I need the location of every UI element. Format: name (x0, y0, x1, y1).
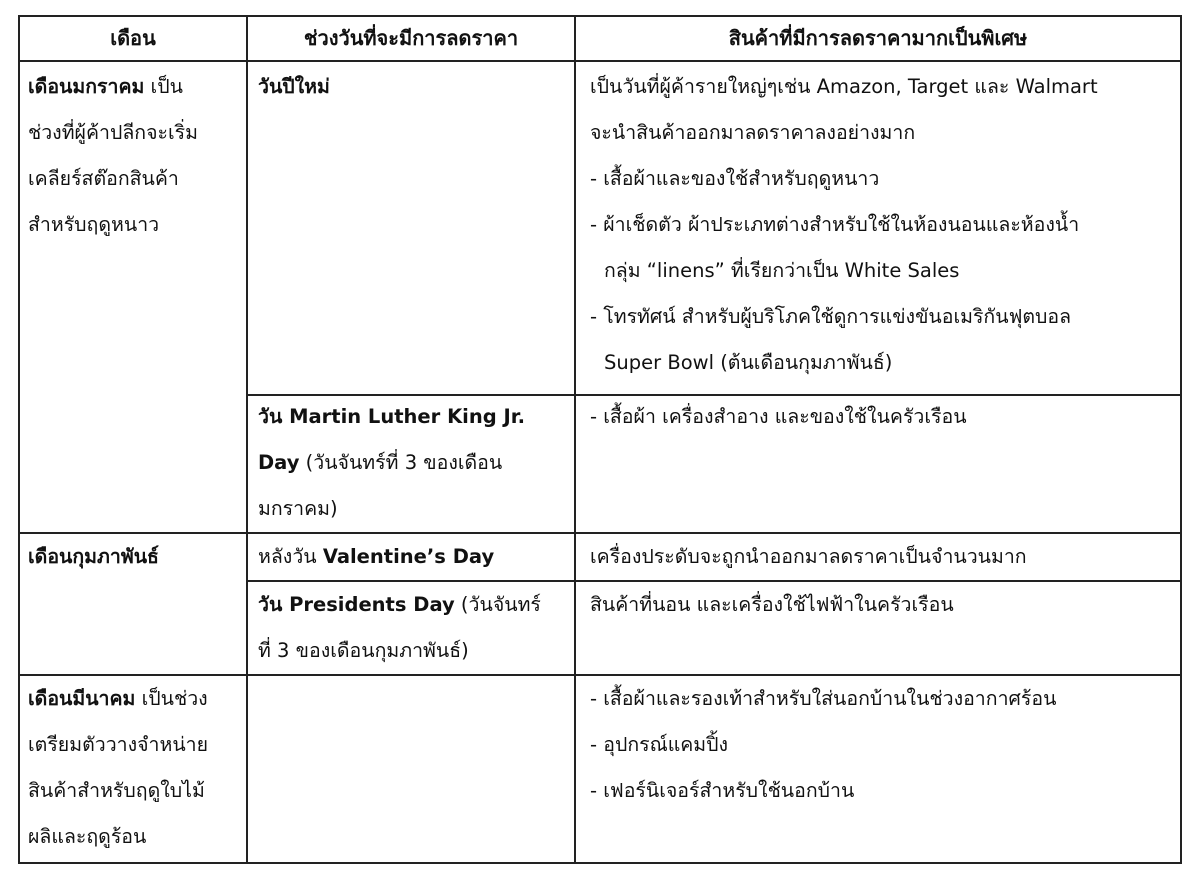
product-line: - โทรทัศน์ สำหรับผู้บริโภคใช้ดูการแข่งขันอเมริกันฟุตบอล (590, 305, 1072, 328)
new-year-products-cell (590, 64, 1178, 386)
march-month-line: ผลิและฤดูร้อน (28, 825, 147, 848)
valentine-period (258, 534, 572, 580)
column-divider-1 (246, 15, 248, 864)
product-line: - ผ้าเช็ดตัว ผ้าประเภทต่างสำหรับใช้ในห้องนอนและห้องน้ำ (590, 213, 1080, 236)
product-line: จะนำสินค้าออกมาลดราคาลงอย่างมาก (590, 121, 916, 144)
january-month-text: เป็น (144, 75, 183, 98)
january-month-cell (28, 64, 244, 248)
january-month-line: สำหรับฤดูหนาว (28, 213, 160, 236)
valentine-day-label: Valentine’s Day (322, 545, 495, 568)
new-year-period: วันปีใหม่ (258, 75, 330, 98)
product-line: สินค้าที่นอน และเครื่องใช้ไฟฟ้าในครัวเรือน (590, 593, 954, 616)
march-month-name: เดือนมีนาคม (28, 687, 136, 710)
table-border-left (18, 15, 20, 864)
presidents-products-cell (590, 582, 1178, 628)
march-month-line: สินค้าสำหรับฤดูใบไม้ (28, 779, 205, 802)
mlk-period-line-1: วัน Martin Luther King Jr. (258, 405, 525, 428)
product-line: - เฟอร์นิเจอร์สำหรับใช้นอกบ้าน (590, 779, 855, 802)
product-line: เป็นวันที่ผู้ค้ารายใหญ่ๆเช่น Amazon, Target และ Walmart (590, 75, 1098, 98)
valentine-prefix: หลังวัน (258, 545, 323, 568)
table-border-right (1180, 15, 1182, 864)
march-month-text: เป็นช่วง (135, 687, 208, 710)
mlk-day-label: Day (258, 451, 300, 474)
january-month-line: ช่วงที่ผู้ค้าปลีกจะเริ่ม (28, 121, 199, 144)
february-month-cell (28, 534, 244, 580)
presidents-day-label: วัน Presidents Day (258, 593, 455, 616)
column-divider-2 (574, 15, 576, 864)
header-period: ช่วงวันที่จะมีการลดราคา (303, 26, 519, 50)
product-line: กลุ่ม “linens” ที่เรียกว่าเป็น White Sales (604, 259, 960, 282)
presidents-date-text: (วันจันทร์ (454, 593, 541, 616)
march-month-line: เตรียมตัววางจำหน่าย (28, 733, 209, 756)
product-line: Super Bowl (ต้นเดือนกุมภาพันธ์) (604, 351, 893, 374)
march-month-cell (28, 676, 244, 860)
product-line: - เสื้อผ้า เครื่องสำอาง และของใช้ในครัวเรือน (590, 405, 967, 428)
header-month: เดือน (110, 26, 156, 50)
valentine-products-cell (590, 534, 1178, 580)
header-bottom-rule (18, 60, 1182, 62)
product-line: - เสื้อผ้าและของใช้สำหรับฤดูหนาว (590, 167, 880, 190)
header-products: สินค้าที่มีการลดราคามากเป็นพิเศษ (728, 26, 1028, 50)
january-month-line: เคลียร์สต๊อกสินค้า (28, 167, 179, 190)
january-month-name: เดือนมกราคม (28, 75, 145, 98)
product-line: - อุปกรณ์แคมปิ้ง (590, 733, 729, 756)
presidents-period-cell (258, 582, 572, 674)
presidents-period-line-1 (258, 582, 572, 628)
presidents-period-line-2: ที่ 3 ของเดือนกุมภาพันธ์) (258, 639, 469, 662)
mlk-date-text: (วันจันทร์ที่ 3 ของเดือน (299, 451, 503, 474)
mlk-period-cell (258, 394, 572, 532)
new-year-period-cell (258, 64, 572, 110)
mlk-products-cell (590, 394, 1178, 440)
table-border-top (18, 15, 1182, 17)
february-month-name: เดือนกุมภาพันธ์ (28, 545, 159, 568)
valentine-period-cell (258, 534, 572, 580)
mlk-period-line-2 (258, 440, 572, 486)
january-month-line-1 (28, 64, 244, 110)
product-line: เครื่องประดับจะถูกนำออกมาลดราคาเป็นจำนวนมาก (590, 545, 1027, 568)
table-border-bottom (18, 862, 1182, 864)
march-products-cell (590, 676, 1178, 814)
product-line: - เสื้อผ้าและรองเท้าสำหรับใส่นอกบ้านในช่วงอากาศร้อน (590, 687, 1057, 710)
mlk-period-line-3: มกราคม) (258, 497, 338, 520)
march-month-line-1 (28, 676, 244, 722)
